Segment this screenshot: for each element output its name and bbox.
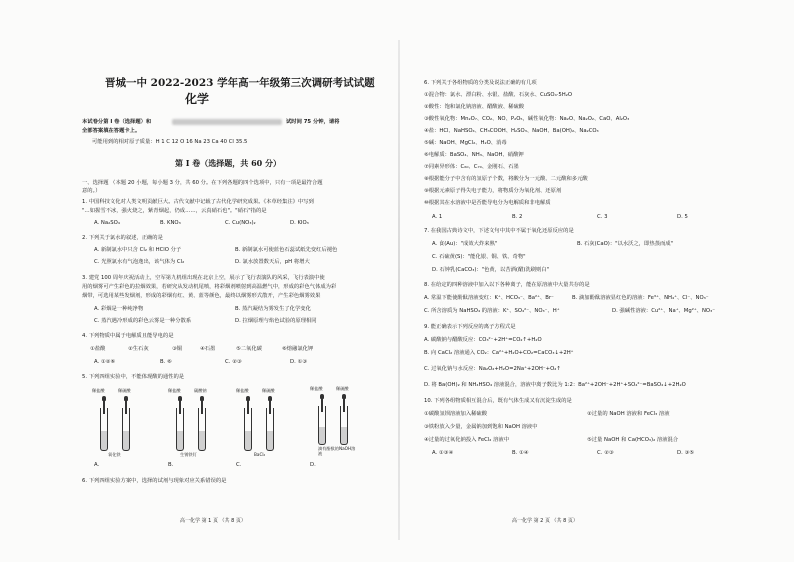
q6-item-6: ⑥电解质：BaSO₄、NH₃、NaOH、硝酸钾 [424, 152, 524, 158]
q6-answer-b: B. 2 [512, 214, 523, 220]
q5-diagram-b: 稀盐酸 碳酸钠 生锈铁钉 [168, 388, 207, 457]
q9-option-a: A. 碳酸钠与醋酸反应：CO₃²⁻+2H⁺=CO₂↑+H₂O [424, 337, 542, 343]
page-right [402, 0, 794, 562]
note-line1-end: 试时间 75 分钟，请将 [286, 119, 340, 125]
q6-answer-d: D. 5 [677, 214, 688, 220]
q6-answer-c: C. 3 [597, 214, 608, 220]
q3-option-b: B. 蒸汽凝结为雾发生了化学变化 [235, 306, 311, 312]
q9-option-d: D. 将 Ba(OH)₂ 和 NH₄HSO₄ 溶液混合，溶液中离子数比为 1:2：Ba²⁺+2OH⁻+2H⁺+SO₄²⁻=BaSO₄↓+2H₂O [424, 382, 686, 388]
q3-option-d: D. 拉烟原理与焰色试验的原理相同 [235, 318, 317, 324]
q7-option-c: C. 石硫黄(S)："能化银、铜、铁、奇物" [432, 254, 526, 260]
q10-answer-b: B. ①④ [512, 450, 529, 456]
q6-item-7: ⑦同素异形体：C₆₀、C₇₀、金刚石、石墨 [424, 164, 519, 170]
q1-option-b: B. KNO₃ [160, 220, 181, 226]
q4-stem: 4. 下列物质中属于电解质且能导电的是 [82, 333, 174, 339]
q1-stem-cont: "…如握雪不冰，强火烧之，紫青烟起，仍成……，云真硝石也"。"硝石"指的是 [82, 208, 267, 214]
atomic-masses: 可能用到的相对原子质量：H 1 C 12 O 16 Na 23 Ca 40 Cl 35.5 [92, 139, 248, 145]
q6-item-2: ②酸性：饱和氯化钠溶液、醋酸液、稀硫酸 [424, 104, 525, 110]
q6-item-4: ④盐：HCl、NaHSO₄、CH₃COOH、H₂SO₃、NaOH、Ba(OH)₂、Na₂CO₃ [424, 128, 599, 134]
q4-item-6: ⑥熔融氯化钾 [282, 346, 314, 352]
q1-option-a: A. Na₂SO₄ [94, 220, 120, 226]
q2-option-a: A. 新制氯水中只含 Cl₂ 和 HClO 分子 [94, 247, 182, 253]
q8-option-c: C. 所含溶质为 NaHSO₄ 的溶液：K⁺、SO₄²⁻、NO₃⁻、H⁺ [424, 308, 560, 314]
q6-item-9: ⑨根据元素原子得失电子能力，将物质分为氧化剂、还原剂 [424, 188, 562, 194]
q4-answer-a: A. ①②⑥ [94, 359, 116, 365]
q5-answer-d: D. [310, 462, 316, 468]
q2-option-c: C. 光照氯水有气泡逸出，该气体为 Cl₂ [94, 259, 185, 265]
q10-stem: 10. 下列各组物质相互混合后，既有气体生成又有沉淀生成的是 [424, 398, 572, 404]
q10-answer-c: C. ②③ [597, 450, 614, 456]
q4-item-1: ①盐酸 [90, 346, 106, 352]
q6-item-3: ③酸性氧化物：Mn₂O₇、CO₂、NO、P₂O₅，碱性氧化物：Na₂O、Na₂O₂、CaO、Al₂O₃ [424, 116, 630, 122]
note-line2: 全部答案填在答题卡上。 [82, 128, 141, 134]
q4-answer-b: B. ⑥ [160, 359, 172, 365]
q3-option-a: A. 彩烟是一种纯净物 [94, 306, 144, 312]
q7-option-b: B. 石灰(CaO)："以水沃之，即热蒸而成" [577, 241, 673, 247]
q7-stem: 7. 在我国古典诗文中，下述文句中其中不属于氧化还原反应的是 [424, 228, 574, 234]
section-title: 第 I 卷（选择题，共 60 分） [175, 158, 282, 168]
q10-item-4: ④过量的过氧化钠投入 FeCl₂ 溶液中 [424, 437, 509, 443]
q6-item-5: ⑤碱：NaOH、MgCl₂、H₂O、消毒 [424, 140, 507, 146]
q4-item-3: ③铜 [172, 346, 183, 352]
q3-stem-cont2: 烟带，可选用某些发烟剂，形成的彩烟有红、黄、蓝等颜色，最终以烟雾形式散开，产生彩色烟雾效果 [82, 293, 321, 299]
q6-item-10: ⑩根据其在水溶液中是否能导电分为电解质和非电解质 [424, 200, 551, 206]
q5-stem: 5. 下列四组实验中，不能体现酸的通性的是 [82, 374, 185, 380]
q6-stem-left: 6. 下列四组实验方案中，选择的试剂与现象对应关系错误的是 [82, 478, 227, 484]
section-instructions: 一、选择题 （本题 20 小题，每小题 3 分，共 60 分。在下列各题的四个选项中，只有一项是最符合题 [82, 180, 323, 186]
q7-option-a: A. 食(Au)："成效大炸来熟" [432, 241, 498, 247]
q8-option-d: D. 强碱性溶液：Cu²⁺、Na⁺、Mg²⁺、NO₃⁻ [612, 308, 716, 314]
q2-stem: 2. 下列关于氯水的叙述，正确的是 [82, 235, 163, 241]
page-fold [398, 40, 400, 540]
q3-stem: 3. 建党 100 周年庆祝活动上，空军第九机组出现在北京上空，展示了飞行表演队的风采，飞行表演中使 [82, 275, 325, 281]
q6-stem: 6. 下列关于各组物质的分类及说法正确的有几项 [424, 80, 537, 86]
q3-stem-cont: 用的烟雾可产生彩色的拉烟效果，若研究从发动机尾喷，将彩烟剂喷射到高温燃气中，形成的彩色气体成为彩 [82, 284, 337, 290]
blurred-text [172, 119, 282, 125]
q9-option-b: B. 向 CaCl₂ 溶液通入 CO₂：Ca²⁺+H₂O+CO₂=CaCO₃↓+2H⁺ [424, 350, 574, 356]
q10-item-1: ①碳酸氢钡溶液加入稀硫酸 [424, 411, 488, 417]
q1-option-c: C. Cu(NO₃)₂ [225, 220, 256, 226]
q4-item-5: ⑤二氧化碳 [236, 346, 262, 352]
q1-stem: 1. 中国科技文化对人类文明贡献巨大。古代文献中记载了古代化学研究成果。《本草经集注》中写到 [82, 199, 314, 205]
q7-option-d: D. 石钟乳(CaCO₃)："色黄，以苦酒(醋)洗刷则白" [432, 267, 549, 273]
footer-right: 高一化学 第 2 页 （共 8 页） [512, 518, 578, 524]
q6-answer-a: A. 1 [432, 214, 443, 220]
q10-item-3: ③铁粉放入少量，金属钠加到饱和 NaOH 溶液中 [424, 424, 538, 430]
q5-answer-c: C. [236, 462, 242, 468]
q4-answer-d: D. ①③ [290, 359, 307, 365]
q1-option-d: D. KIO₃ [290, 220, 309, 226]
note-line1-start: 本试卷分第 I 卷（选择题）和 [82, 119, 152, 125]
q2-option-b: B. 新制氯水可使蓝色石蕊试纸先变红后褪色 [235, 247, 338, 253]
q10-item-5: ⑤过量 NaOH 和 Ca(HCO₃)₂ 溶液混合 [587, 437, 679, 443]
section-instructions-cont: 意的。） [82, 188, 101, 194]
q10-answer-a: A. ①③④ [432, 450, 454, 456]
q2-option-d: D. 氯水放置数天后，pH 将增大 [235, 259, 310, 265]
q8-option-b: B. 滴加酚酞溶液显红色的溶液：Fe³⁺、NH₄⁺、Cl⁻、NO₃⁻ [572, 295, 709, 301]
q6-item-1: ①混合物：氯水、漂白粉、水银、盐酸、石灰水、CuSO₄·5H₂O [424, 92, 573, 98]
q5-answer-a: A. [94, 462, 100, 468]
q5-diagram-c: 稀盐酸 稀硫酸 BaCl₂ [236, 388, 275, 457]
q8-stem: 8. 在给定的四种溶液中加入以下各种离子，能在原溶液中大量共存的是 [424, 282, 590, 288]
footer-left: 高一化学 第 1 页 （共 8 页） [180, 518, 246, 524]
q6-item-8: ⑧根据能分子中含有的氢原子个数，将酸分为一元酸、二元酸和多元酸 [424, 176, 588, 182]
q10-answer-d: D. ③⑤ [677, 450, 694, 456]
exam-subject: 化学 [185, 92, 210, 106]
q4-item-2: ②生石灰 [128, 346, 149, 352]
exam-title: 晋城一中 2022-2023 学年高一年级第三次调研考试试题 [105, 77, 375, 89]
q5-answer-b: B. [168, 462, 174, 468]
q4-item-4: ④石墨 [200, 346, 216, 352]
q10-item-2: ②过量的 NaOH 溶液和 FeCl₃ 溶液 [587, 411, 670, 417]
q4-answer-c: C. ②③ [225, 359, 242, 365]
q9-option-c: C. 过氧化钠与水反应：Na₂O₂+H₂O=2Na⁺+2OH⁻+O₂↑ [424, 366, 561, 372]
q5-diagram-d: 稀盐酸 稀硫酸 滴有酚酞的NaOH溶液 [310, 386, 356, 456]
q3-option-c: C. 蒸汽遇冷形成的彩色云雾是一种分散系 [94, 318, 192, 324]
q9-stem: 9. 能正确表示下列反应的离子方程式是 [424, 324, 516, 330]
q5-diagram-a: 稀盐酸 稀硫酸 氧化铁 [92, 388, 131, 457]
q8-option-a: A. 常温下能使酚酞溶液变红：K⁺、HCO₃⁻、Ba²⁺、Br⁻ [424, 295, 554, 301]
